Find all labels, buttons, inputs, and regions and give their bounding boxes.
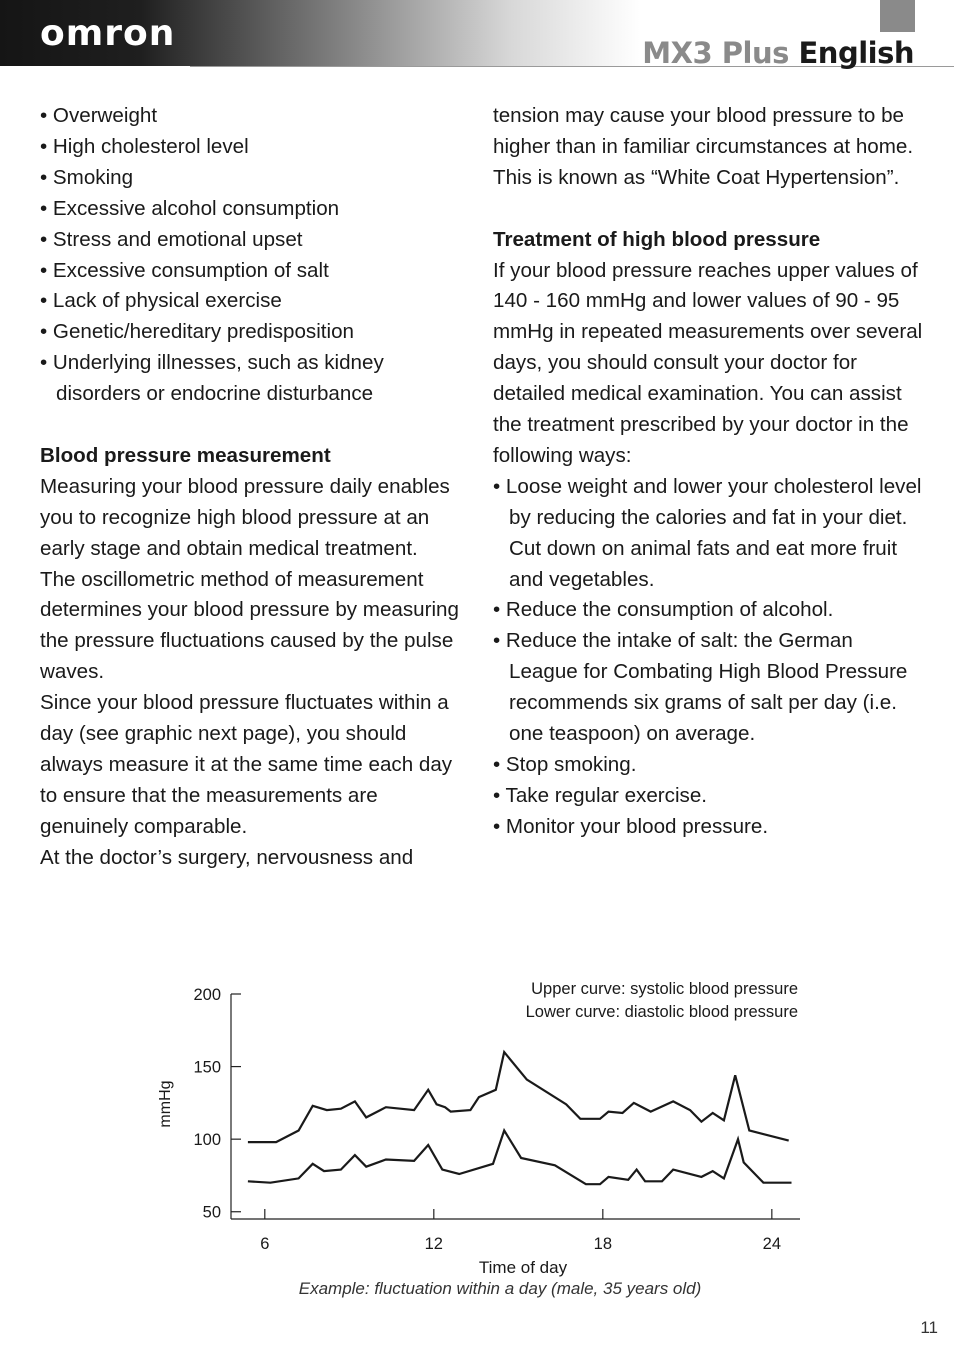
paragraph: If your blood pressure reaches upper values of 140 - 160 mmHg and lower values of 90 - 95 mmHg in repeated measurements over several days, you should consult your doctor for detailed medical examination. You can assist the treatment prescribed by your doctor in the following ways: bbox=[493, 258, 923, 467]
legend-line-systolic: Upper curve: systolic blood pressure bbox=[531, 980, 798, 998]
chart-series bbox=[248, 1052, 792, 1184]
y-tick-label: 100 bbox=[193, 1131, 221, 1150]
list-item: • High cholesterol level bbox=[40, 134, 249, 158]
risk-factor-list bbox=[40, 101, 470, 410]
chart-caption: Example: fluctuation within a day (male, 35 years old) bbox=[298, 1279, 702, 1298]
omron-logo: omron bbox=[40, 13, 176, 54]
list-item: • Stress and emotional upset bbox=[40, 227, 303, 251]
list-item: • Take regular exercise. bbox=[493, 783, 708, 807]
x-tick-label: 6 bbox=[260, 1235, 270, 1253]
paragraph: The oscillometric method of measurement determines your blood pressure by measuring the pressure fluctuations caused by the pulse waves. bbox=[40, 567, 459, 684]
left-column bbox=[40, 101, 470, 874]
spacer bbox=[40, 410, 470, 441]
y-tick-label: 50 bbox=[202, 1203, 221, 1222]
section-heading-measurement: Blood pressure measurement bbox=[40, 443, 331, 467]
language-label: English bbox=[798, 36, 914, 70]
list-item: • Excessive consumption of salt bbox=[40, 258, 329, 282]
x-axis-label: Time of day bbox=[478, 1258, 568, 1277]
paragraph: At the doctor’s surgery, nervousness and bbox=[40, 845, 414, 869]
spacer bbox=[493, 194, 923, 225]
series-line-diastolic bbox=[248, 1131, 792, 1185]
header-gray-tab bbox=[880, 0, 915, 32]
list-item: • Underlying illnesses, such as kidney disorders or endocrine disturbance bbox=[40, 351, 384, 406]
y-tick-label: 150 bbox=[193, 1058, 221, 1077]
page-number: 11 bbox=[920, 1318, 938, 1337]
x-tick-label: 12 bbox=[424, 1235, 443, 1253]
list-item: • Stop smoking. bbox=[493, 753, 637, 777]
paragraph: Since your blood pressure fluctuates within a day (see graphic next page), you should always measure it at the same time each day to ensure that the measurements are genuinely comparable. bbox=[40, 691, 453, 838]
paragraph-continuation: tension may cause your blood pressure to be higher than in familiar circumstances at home. This is known as “White Coat Hypertension”. bbox=[493, 104, 914, 189]
legend-line-diastolic: Lower curve: diastolic blood pressure bbox=[525, 1003, 798, 1021]
y-tick-label: 200 bbox=[193, 986, 221, 1004]
x-tick-label: 18 bbox=[593, 1235, 613, 1253]
model-name: MX3 Plus bbox=[642, 36, 789, 70]
list-item: • Loose weight and lower your cholesterol level by reducing the calories and fat in your diet. Cut down on animal fats and eat more fruit and vegetables. bbox=[493, 474, 922, 591]
page-title bbox=[642, 36, 914, 70]
list-item: • Lack of physical exercise bbox=[40, 289, 282, 313]
list-item: • Excessive alcohol consumption bbox=[40, 196, 340, 220]
list-item: • Genetic/hereditary predisposition bbox=[40, 320, 354, 344]
list-item: • Smoking bbox=[40, 165, 134, 189]
chart-ticks bbox=[193, 986, 781, 1253]
section-heading-treatment: Treatment of high blood pressure bbox=[493, 227, 821, 251]
list-item: • Reduce the intake of salt: the German League for Combating High Blood Pressure recommends six grams of salt per day (i.e. one teaspoon) on average. bbox=[493, 629, 908, 746]
list-item: • Overweight bbox=[40, 104, 158, 127]
y-axis-label: mmHg bbox=[157, 1080, 174, 1128]
list-item: • Reduce the consumption of alcohol. bbox=[493, 598, 834, 622]
blood-pressure-chart bbox=[0, 960, 954, 1280]
paragraph: Measuring your blood pressure daily enables you to recognize high blood pressure at an early stage and obtain medical treatment. bbox=[40, 474, 450, 560]
right-column bbox=[493, 101, 923, 843]
x-tick-label: 24 bbox=[762, 1235, 782, 1253]
series-line-systolic bbox=[248, 1052, 789, 1142]
list-item: • Monitor your blood pressure. bbox=[493, 814, 769, 838]
treatment-list bbox=[493, 472, 923, 843]
